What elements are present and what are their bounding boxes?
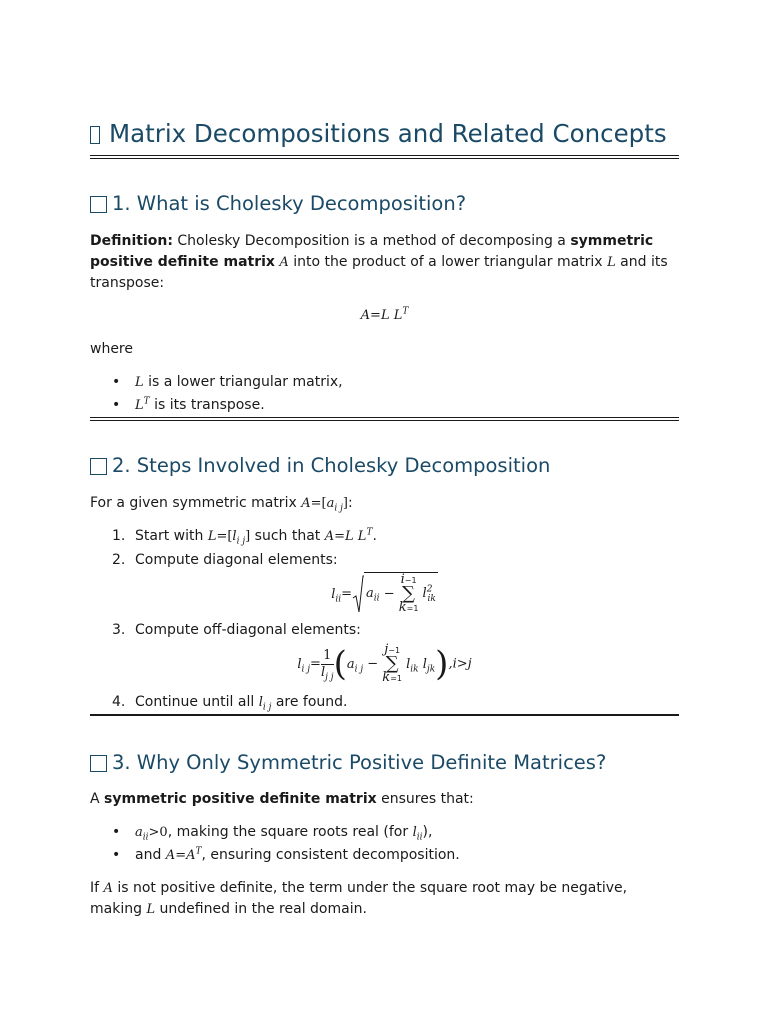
bullet-text: , ensuring consistent decomposition. — [201, 847, 460, 863]
checkbox-icon — [90, 458, 107, 475]
where-text: where — [90, 341, 133, 357]
page-title — [90, 118, 679, 150]
list-item: • L is a lower triangular matrix, — [90, 371, 679, 394]
spd-intro-text-2: ensures that: — [381, 791, 474, 807]
bullet-text: , making the square roots real (for — [167, 824, 409, 840]
list-item: 2. Compute diagonal elements: — [112, 552, 338, 568]
steps-intro: For a given symmetric matrix $A=[a_{i j}]$: — [90, 495, 353, 514]
step-text: are found. — [275, 694, 348, 710]
fraction: $\frac{1}{l_{j j}}$ — [320, 647, 334, 683]
list-item: 1. Start with $L=[l_{i j}]$ such that A=L $L^T$. — [112, 527, 377, 547]
definition-paragraph — [90, 231, 679, 294]
spd-intro-bold: symmetric positive definite matrix — [104, 791, 377, 807]
closing-text-2: is not positive definite, the term under the square root may be negative, making — [90, 880, 628, 917]
definition-bullet-list — [90, 371, 679, 417]
bullet-text: ), — [422, 824, 433, 840]
spd-intro-text: A — [90, 791, 100, 807]
spd-bullet-list — [90, 821, 679, 867]
definition-text-2: into the product of a lower triangular matrix — [293, 254, 603, 270]
bullet-text: is a lower triangular matrix, — [148, 374, 343, 390]
missing-glyph-icon — [90, 126, 100, 144]
step-text: Compute off-diagonal elements: — [135, 622, 361, 638]
step-text: such that — [254, 528, 321, 544]
definition-label: Definition: — [90, 233, 173, 249]
list-item: • $L^T$ is its transpose. — [90, 394, 679, 417]
step-text: Start with — [135, 528, 204, 544]
math-L: L — [607, 255, 616, 270]
list-item: • $a_{ii}>0$, making the square roots real (for $l_{ii}$), — [90, 821, 679, 844]
definition-bold: symmetric positive definite matrix — [90, 233, 654, 270]
section-1-heading-text: 1. What is Cholesky Decomposition? — [112, 192, 467, 215]
list-item: 3. Compute off-diagonal elements: — [112, 622, 361, 638]
step-text: Compute diagonal elements: — [135, 552, 338, 568]
checkbox-icon — [90, 755, 107, 772]
spd-intro — [90, 789, 679, 810]
sqrt-icon — [352, 574, 364, 614]
equation-cholesky: A=L $L^T$ — [360, 306, 409, 323]
closing-text-3: undefined in the real domain. — [159, 901, 367, 917]
summation: j−1 ∑ k=1 — [382, 642, 402, 685]
title-divider — [90, 155, 679, 159]
section-2-heading — [90, 453, 550, 479]
closing-text: If — [90, 880, 100, 896]
section-2-heading-text: 2. Steps Involved in Cholesky Decomposition — [112, 454, 551, 477]
page-title-text: Matrix Decompositions and Related Concepts — [109, 119, 667, 148]
section-3-heading-text: 3. Why Only Symmetric Positive Definite Matrices? — [112, 751, 607, 774]
definition-text: Cholesky Decomposition is a method of decomposing a — [177, 233, 566, 249]
bullet-text: and — [135, 847, 162, 863]
list-item: • and $A=A^T$, ensuring consistent decomposition. — [90, 844, 679, 867]
section-divider — [90, 417, 679, 421]
bullet-text: is its transpose. — [154, 397, 265, 413]
math-A: A — [279, 255, 289, 270]
step-text: Continue until all — [135, 694, 255, 710]
section-3-heading — [90, 750, 606, 776]
equation-off-diagonal: $l_{i j}=$ $\frac{1}{l_{j j}}$ ($a_{i j} - j-1$ ∑ k=1 $l_{ik}$ $l_{jk}),i>j$ — [297, 642, 472, 685]
definition-text-3: and its transpose: — [90, 254, 668, 291]
steps-intro-text: For a given symmetric matrix — [90, 495, 297, 511]
summation: i−1 ∑ k=1 — [398, 571, 419, 615]
equation-diagonal: $l_{ii}= a_{ii} - i-1$ ∑ k=1 $l^2_{ik}$ — [331, 571, 436, 615]
section-divider — [90, 714, 679, 716]
list-item: 4. Continue until all $l_{i j}$ are found. — [112, 694, 348, 713]
steps-list — [90, 525, 679, 715]
section-1-heading — [90, 191, 466, 217]
closing-paragraph: If A is not positive definite, the term under the square root may be negative, making L undefined in the real domain. — [90, 880, 628, 917]
checkbox-icon — [90, 196, 107, 213]
